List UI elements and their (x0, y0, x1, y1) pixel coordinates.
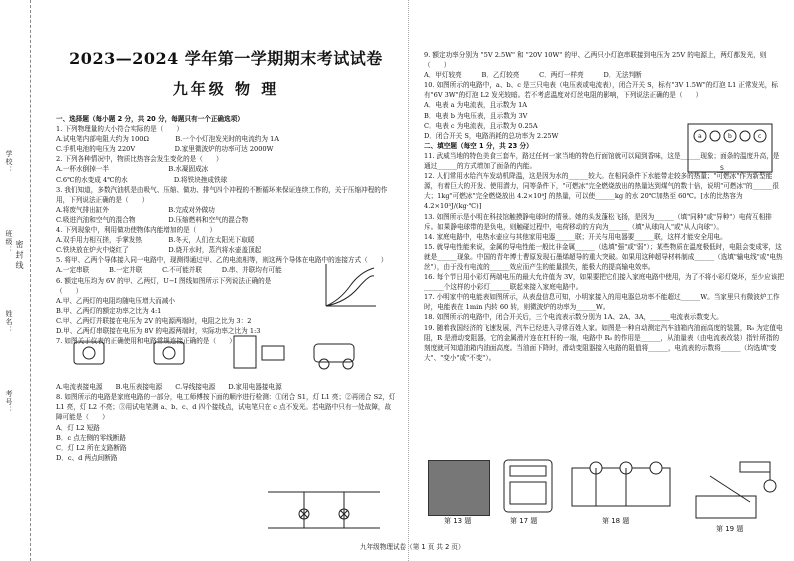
question: 15. 就导电性能来说，金属的导电性能一般比非金属______（选填"强"或"弱"）；某些物质在温度极低时，电阻会变成零，这就是______现象。中国的青年博士曹原发现石墨烯超导的重大突破。如果用这种超导材料制成______（选填"输电线"或"电热丝"），由于没有电流的______效应而产生的能量损失，能极大的提高输电效率。 (424, 242, 783, 271)
seal-line-label: 密 封 线 (15, 240, 24, 270)
fuel-gauge-figure (690, 456, 780, 522)
question: 17. 小明家中的电能表如图所示，从表盘信息可知，小明家接入的用电器总功率不能超过______W。当家里只有微波炉工作时，电能表在 1min 内转 60 转，则微波炉的功率为______W。 (424, 293, 780, 312)
question: 1. 下列物理量的大小符合实际的是（ ） (56, 125, 184, 134)
option: B．电表 b 为电压表，且示数为 3V (424, 111, 528, 120)
option: C.吸进汽油和空气的混合物 D.压缩燃料和空气的混合物 (56, 215, 249, 224)
option: C．灯 L2 所在支路断路 (56, 443, 127, 452)
option: D．c、d 两点间断路 (56, 453, 118, 462)
caption-q13: 第 13 题 (444, 517, 472, 525)
svg-text:b: b (728, 133, 732, 140)
option: A．甲灯较亮 B．乙灯较亮 C．两灯一样亮 D．无法判断 (424, 71, 642, 80)
meter-circuit-figure (680, 118, 780, 178)
class-field: 班级： (5, 230, 13, 254)
question: 13. 如图所示是小明在科技馆触摸静电球时的情景。她的头发蓬松飞扬，是因为______（填"同种"或"异种"）电荷互相排斥。如果静电球带的是负电，则触碰过程中，电荷移动的方向为______（填"从球向人"或"从人向球"）。 (424, 212, 772, 231)
ammeter-circuit-figure (566, 460, 676, 514)
question: 16. 每个节日用小彩灯两端电压的最大允许值为 3V，如果要把它们接入家庭电路中使用，为了不将小彩灯烧坏，至少应该把______个这样的小彩灯______联起来接入家庭电路中。 (424, 273, 784, 292)
question: 4. 下列现象中，利用做功使物体内能增加的是（ ） (56, 226, 217, 235)
exam-subtitle: 九年级 物 理 (172, 80, 280, 98)
page-footer: 九年级物理试卷（第 1 页 共 2 页） (360, 543, 465, 551)
right-column (424, 50, 784, 363)
option: B.甲、乙两灯的额定功率之比为 4:1 (56, 306, 162, 315)
option: C．电表 c 为电流表，且示数为 0.25A (424, 121, 538, 130)
svg-text:c: c (758, 133, 762, 140)
option: D．闭合开关 S，电路消耗的总功率为 2.25W (424, 131, 559, 140)
exam-title: 2023—2024 学年第一学期期末考试试卷 (69, 49, 383, 68)
question: 19. 随着我国经济的飞速发展，汽车已经进入寻常百姓人家。如图是一种自动测定汽车油箱内油面高度的装置，R₀ 为定值电阻，R 是滑动变阻器，它的金属滑片连在杠杆的一端，电路中 R₀ 的作用是______，从油量表（由电流表改装）指针所指的刻度就可知道油箱内油面高度。当油面下降时，滑动变阻器接入电路的阻值将______，电流表的示数将______（均选填"变大"、"变小"或"不变"）。 (424, 323, 783, 362)
option: A.甲、乙两灯的电阻均随电压增大而减小 (56, 296, 175, 305)
exam-number-field: 考号： (5, 390, 13, 414)
question: 2. 下列各种情况中，物质比热容会发生变化的是（ ） (56, 155, 223, 164)
option: B．c 点左侧的零线断路 (56, 433, 126, 442)
section-heading: 一、选择题（每小题 2 分，共 20 分，每题只有一个正确选项） (56, 115, 244, 123)
ui-graph-figure (320, 262, 378, 312)
question: 10. 如图所示的电路中，a、b、c 是三只电表（电压表或电流表），闭合开关 S，标有"3V 1.5W"的灯泡 L1 正常发光，标有"6V 3W"的灯泡 L2 发光较暗。若不考虑温度对灯丝电阻的影响，下列说法正确的是（ ） (424, 81, 778, 100)
option: D.甲、乙两灯串联接在电压为 8V 的电源两端时，实际功率之比为 1:3 (56, 326, 261, 335)
svg-text:a: a (698, 133, 702, 140)
option: A.一定串联 B.一定并联 C.不可能并联 D.串、并联均有可能 (56, 266, 282, 275)
question: 6. 额定电压均为 6V 的甲、乙两灯，U−I 图线如图所示下列说法正确的是（ ） (56, 276, 272, 295)
question: 11. 武威当地的特色美食三套车，路过任何一家当地的特色行面馆就可以闻到香味，这是______现象；面条的温度升高，是通过______的方式增加了面条的内能。 (424, 151, 780, 171)
caption-q17: 第 17 题 (510, 517, 538, 525)
option: C.6℃的水变成 4℃的水 D.将铁块挫成铁球 (56, 175, 228, 184)
option: C.甲、乙两灯并联接在电压为 2V 的电源两端时，电阻之比为 3：2 (56, 316, 252, 325)
option: C.铁块放在炉火中烧红了 D.烧开水时，蒸汽将水壶盖顶起 (56, 246, 262, 255)
option: A.双手用力相互搓，手掌发热 B.冬天，人们在太阳光下取暖 (56, 236, 255, 245)
caption-q18: 第 18 题 (602, 517, 630, 525)
question: 18. 如图所示的电路中，闭合开关后，三个电流表示数分别为 1A、2A、3A，______电流表示数变大。 (424, 313, 723, 322)
electricity-meter-figure (500, 458, 556, 516)
instrument-pictures (64, 332, 384, 372)
question: 8. 如图所示的电路是家庭电路的一部分，电工师傅按下面的顺序进行检测：①闭合 S1，灯 L1 亮；②再闭合 S2，灯 L1 亮，灯 L2 不亮；③用试电笔测 a、b、c、d 四个接线点，试电笔只在 c 点不发光。若电路中只有一处故障，故障可能是（ ） (56, 393, 396, 422)
binding-margin (0, 0, 31, 561)
section-heading: 二、填空题（每空 1 分，共 23 分） (424, 141, 533, 150)
household-circuit-figure (264, 484, 384, 534)
static-ball-photo (428, 460, 490, 516)
question: 3. 我们知道，多数汽油机是由吸气、压缩、做功、排气四个冲程的不断循环来保证连续工作的，关于压缩冲程的作用，下列说法正确的是（ ） (56, 185, 388, 204)
question: 14. 家庭电路中，电热水壶应与其他家用电器______联；开关与用电器要______联，这样才能安全用电。 (424, 232, 727, 241)
option: A.电流表接电源 B.电压表接电源 C.导线接电源 D.家用电器接电源 (56, 383, 282, 392)
svg-text:S: S (720, 165, 724, 172)
school-field: 学校： (5, 150, 13, 174)
question: 7. 如图关于仪表的正确使用和电路常规连接正确的是（ ） (56, 337, 236, 346)
option: A.试电笔内部电阻大约为 100Ω B.一个小灯泡发光时的电流约为 1A (56, 135, 280, 144)
caption-q19: 第 19 题 (716, 525, 744, 533)
option: A．电表 a 为电流表，且示数为 1A (424, 101, 528, 110)
question: 12. 人们常用水给汽车发动机降温，这是因为水的______较大。在相同条件下水能带走较多的热量；"可燃冰"作为新型能源，有着巨大的开发、使用潜力，同等条件下，"可燃冰"完全燃烧放出的热量达到煤气的数十倍，说明"可燃冰"的______很大；1kg"可燃冰"完全燃烧放出 4.2×10⁸J 的热量，可以使______kg 的水 20℃加热至 60℃。[水的比热容为 4.2×10³J/(kg·℃)] (424, 172, 780, 211)
question: 5. 将甲、乙两个导体接入同一电路中，现测得通过甲、乙的电流相等，则这两个导体在电路中的连接方式（ ） (56, 256, 388, 265)
option: C.手机电池的电压为 220V D.家里微波炉的功率可达 2000W (56, 145, 274, 154)
option: A.将废气排出缸外 B.完成对外做功 (56, 205, 215, 214)
option: A.一杯水倒掉一半 B.水凝固成冰 (56, 165, 209, 174)
name-field: 姓名： (5, 310, 13, 334)
page-fold (408, 0, 409, 561)
question: 9. 额定功率分别为 "5V 2.5W" 和 "20V 10W" 的甲、乙两只小灯泡串联接到电压为 25V 的电源上，两灯都发光，则（ ） (424, 51, 767, 70)
option: A．灯 L2 短路 (56, 423, 100, 432)
